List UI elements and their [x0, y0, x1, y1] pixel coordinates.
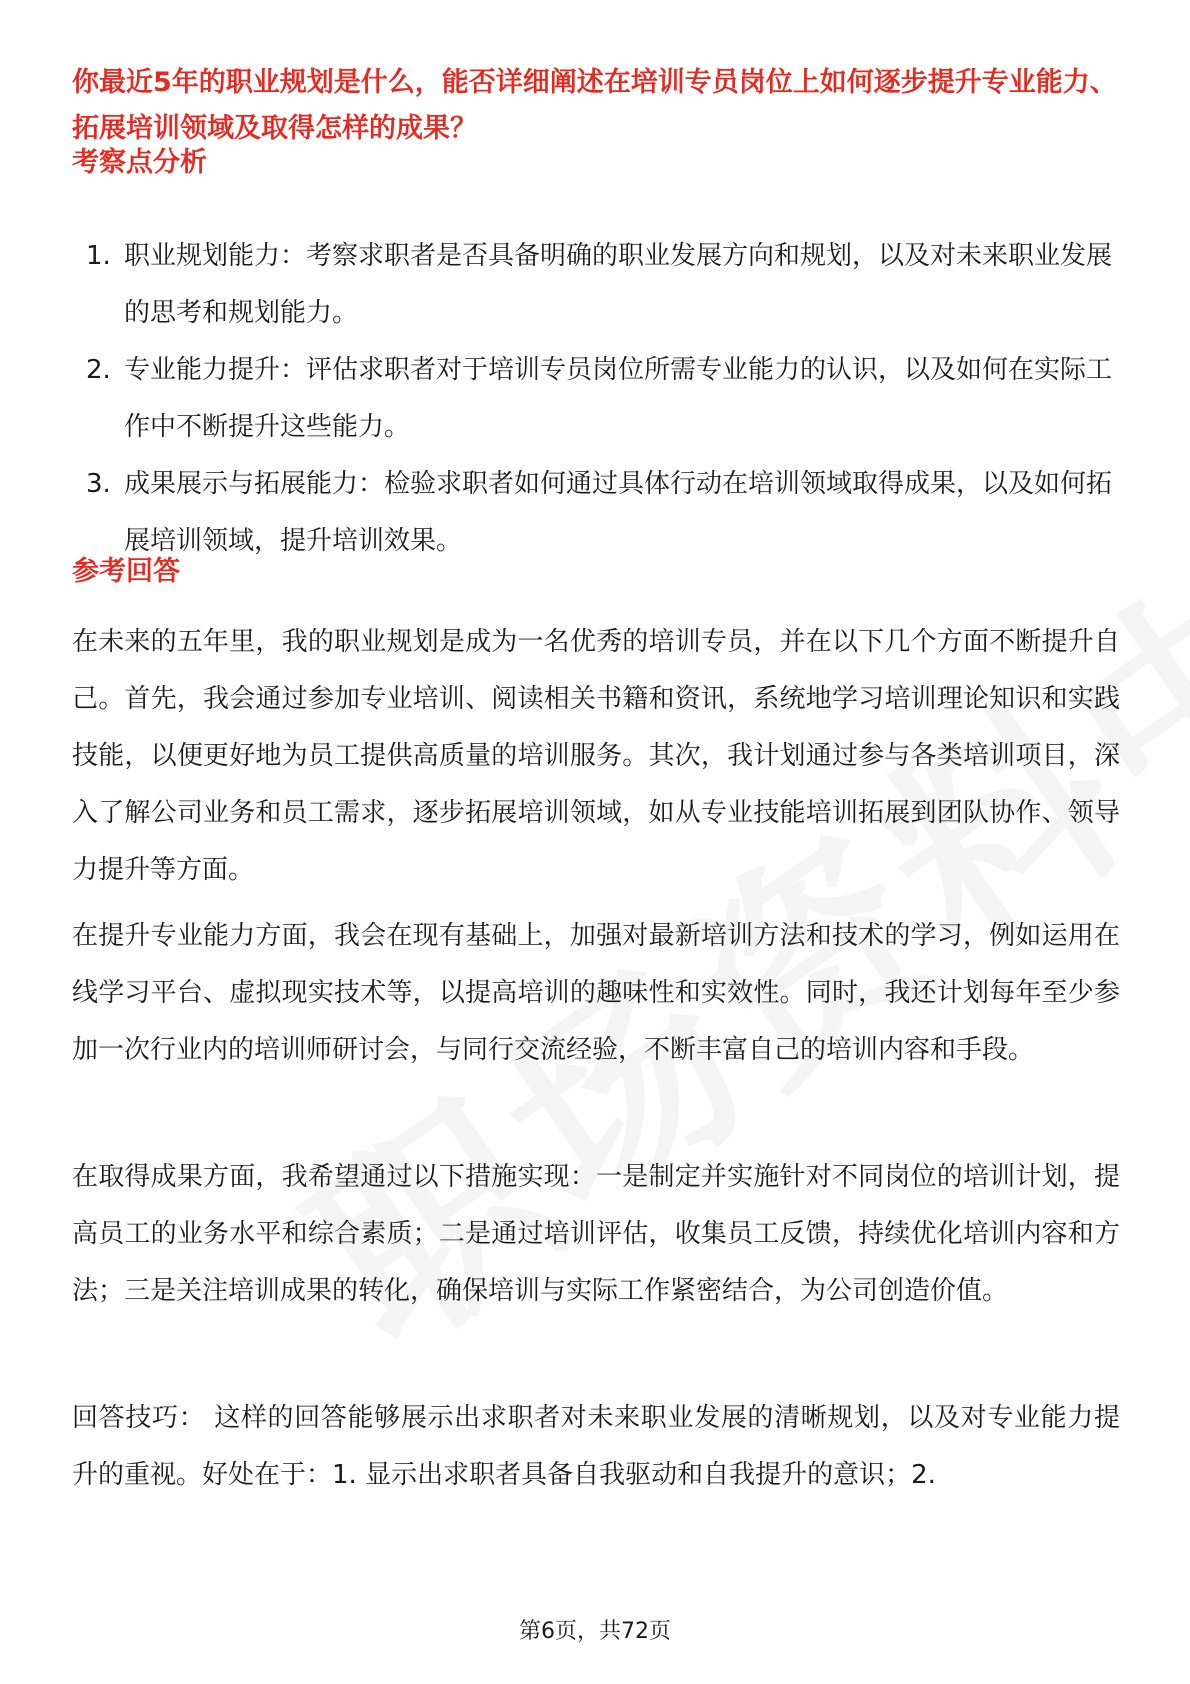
analysis-point: [72, 456, 1120, 570]
point-text: 成果展示与拓展能力：检验求职者如何通过具体行动在培训领域取得成果，以及如何拓展培训领域，提升培训效果。: [124, 469, 1113, 556]
answer-heading: 参考回答: [72, 556, 180, 587]
answer-paragraph: 在未来的五年里，我的职业规划是成为一名优秀的培训专员，并在以下几个方面不断提升自己。首先，我会通过参加专业培训、阅读相关书籍和资讯，系统地学习培训理论知识和实践技能，以便更好地为员工提供高质量的培训服务。其次，我计划通过参与各类培训项目，深入了解公司业务和员工需求，逐步拓展培训领域，如从专业技能培训拓展到团队协作、领导力提升等方面。: [72, 627, 1120, 885]
point-number: 2.: [86, 355, 111, 385]
analysis-heading: 考察点分析: [72, 147, 207, 178]
question-title: 你最近5年的职业规划是什么，能否详细阐述在培训专员岗位上如何逐步提升专业能力、拓展培训领域及取得怎样的成果？: [72, 67, 1117, 144]
answer-paragraph: 在取得成果方面，我希望通过以下措施实现：一是制定并实施针对不同岗位的培训计划，提高员工的业务水平和综合素质；二是通过培训评估，收集员工反馈，持续优化培训内容和方法；三是关注培训成果的转化，确保培训与实际工作紧密结合，为公司创造价值。: [72, 1162, 1120, 1306]
page-number-footer: 第6页，共72页: [519, 1619, 671, 1644]
analysis-point: [72, 228, 1120, 342]
answer-tips-paragraph: 回答技巧： 这样的回答能够展示出求职者对未来职业发展的清晰规划，以及对专业能力提升的重视。好处在于：1. 显示出求职者具备自我驱动和自我提升的意识；2.: [72, 1403, 1120, 1490]
analysis-point: [72, 342, 1120, 456]
analysis-points-list: [72, 228, 1120, 570]
point-text: 专业能力提升：评估求职者对于培训专员岗位所需专业能力的认识，以及如何在实际工作中不断提升这些能力。: [124, 355, 1113, 442]
answer-paragraph: 在提升专业能力方面，我会在现有基础上，加强对最新培训方法和技术的学习，例如运用在线学习平台、虚拟现实技术等，以提高培训的趣味性和实效性。同时，我还计划每年至少参加一次行业内的培训师研讨会，与同行交流经验，不断丰富自己的培训内容和手段。: [72, 921, 1120, 1065]
point-number: 3.: [86, 469, 111, 499]
point-number: 1.: [86, 241, 111, 271]
point-text: 职业规划能力：考察求职者是否具备明确的职业发展方向和规划，以及对未来职业发展的思考和规划能力。: [124, 241, 1113, 328]
